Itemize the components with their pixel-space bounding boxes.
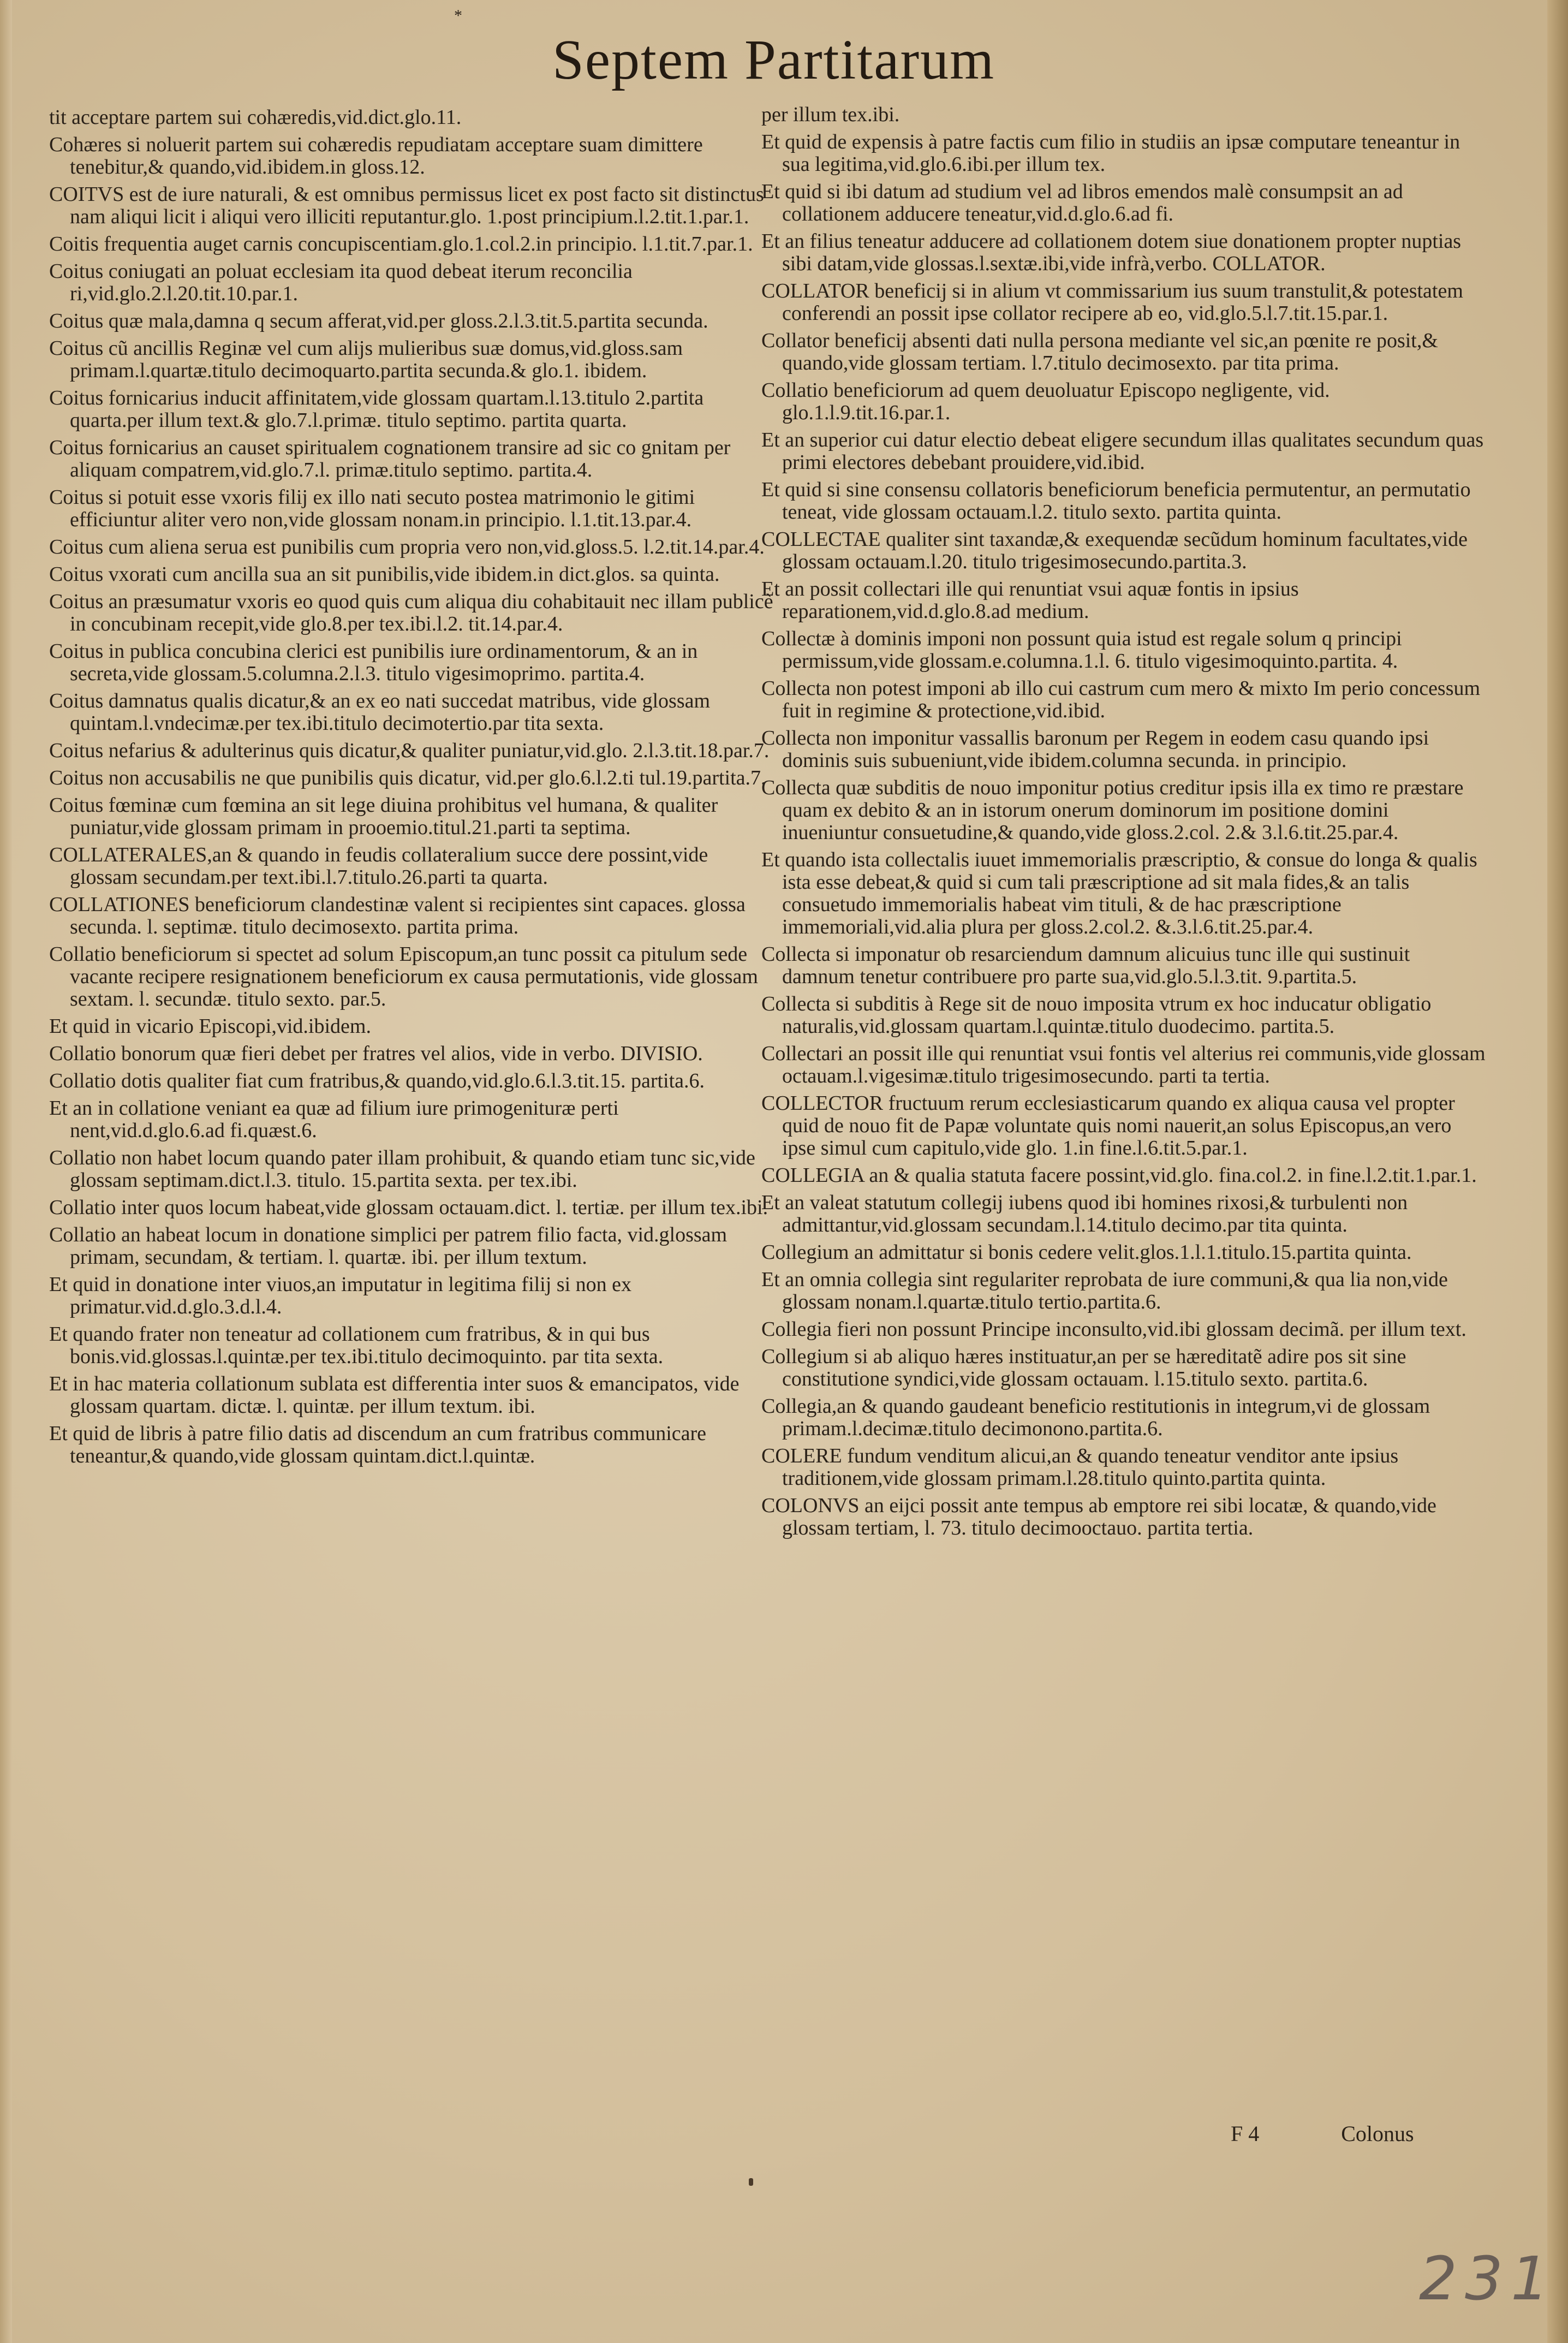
index-entry: Et an omnia collegia sint regulariter reprobata de iure communi,& qua lia non,vide glossam nonam.l.quartæ.titulo tertio.partita.6.: [761, 1268, 1448, 1313]
page-footer: [1231, 2121, 1414, 2146]
index-entry: Coitus coniugati an poluat ecclesiam ita quod debeat iterum reconcilia ri,vid.glo.2.l.20.tit.10.par.1.: [49, 260, 633, 305]
index-entry: Collatio beneficiorum ad quem deuoluatur Episcopo negligente, vid. glo.1.l.9.tit.16.par.1.: [761, 379, 1330, 424]
index-entry: Et in hac materia collationum sublata est differentia inter suos & emancipatos, vide glossam quartam. dictæ. l. quintæ. per illum textum. ibi.: [49, 1372, 740, 1418]
index-entry: Coitus nefarius & adulterinus quis dicatur,& qualiter puniatur,vid.glo. 2.l.3.tit.18.par.7.: [49, 739, 770, 762]
index-entry: Et quando ista collectalis iuuet immemorialis præscriptio, & consue do longa & qualis ista esse debeat,& quid si cum tali præscriptione ad sit mala fides,& an talis consuetudo immemorialis habeat vim tituli, & de hac præscriptione immemoriali,vid.alia plura per gloss.2.col.2. &.3.l.6.tit.25.par.4.: [761, 848, 1477, 938]
index-entry: COLLECTAE qualiter sint taxandæ,& exequendæ secũdum hominum facultates,vide glossam octauam.l.20. titulo trigesimosecundo.partita.3.: [761, 528, 1468, 573]
index-entry: Et an in collatione veniant ea quæ ad filium iure primogenituræ perti nent,vid.d.glo.6.ad fi.quæst.6.: [49, 1097, 619, 1142]
index-entry: COLLATIONES beneficiorum clandestinæ valent si recipientes sint capaces. glossa secunda. l. septimæ. titulo decimosexto. partita prima.: [49, 893, 746, 938]
index-entry: Collatio dotis qualiter fiat cum fratribus,& quando,vid.glo.6.l.3.tit.15. partita.6.: [49, 1069, 705, 1092]
page-edge-left: [0, 0, 12, 2343]
index-entry: Collecta non imponitur vassallis baronum per Regem in eodem casu quando ipsi dominis suis subueniunt,vide ibidem.columna secunda. in principio.: [761, 727, 1429, 772]
index-entry: Collegium si ab aliquo hæres instituatur,an per se hæreditatẽ adire pos sit sine constitutione syndici,vide glossam octauam. l.15.titulo sexto. partita.6.: [761, 1345, 1406, 1390]
left-column: [49, 106, 775, 1472]
index-entry: Collectæ à dominis imponi non possunt quia istud est regale solum q principi permissum,vide glossam.e.columna.1.l. 6. titulo vigesimoquinto.partita. 4.: [761, 627, 1402, 673]
index-entry: Collegium an admittatur si bonis cedere velit.glos.1.l.1.titulo.15.partita quinta.: [761, 1241, 1412, 1264]
index-entry: per illum tex.ibi.: [761, 103, 900, 126]
index-entry: COLLATERALES,an & quando in feudis collateralium succe dere possint,vide glossam secundam.per text.ibi.l.7.titulo.26.parti ta quarta.: [49, 843, 708, 889]
ink-dot: [749, 2178, 753, 2186]
catchword: Colonus: [1341, 2121, 1414, 2146]
index-entry: Collegia,an & quando gaudeant beneficio restitutionis in integrum,vi de glossam primam.l.decimæ.titulo decimonono.partita.6.: [761, 1395, 1430, 1440]
index-entry: Collatio inter quos locum habeat,vide glossam octauam.dict. l. tertiæ. per illum tex.ibi.: [49, 1196, 768, 1219]
index-entry: Collatio bonorum quæ fieri debet per fratres vel alios, vide in verbo. DIVISIO.: [49, 1042, 703, 1065]
index-entry: Et quid de expensis à patre factis cum filio in studiis an ipsæ computare teneantur in sua legitima,vid.glo.6.ibi.per illum tex.: [761, 130, 1460, 176]
index-entry: Coitis frequentia auget carnis concupiscentiam.glo.1.col.2.in principio. l.1.tit.7.par.1.: [49, 233, 753, 255]
index-entry: Coitus damnatus qualis dicatur,& an ex eo nati succedat matribus, vide glossam quintam.l.vndecimæ.per tex.ibi.titulo decimotertio.par tita sexta.: [49, 689, 711, 735]
index-entry: Et an valeat statutum collegij iubens quod ibi homines rixosi,& turbulenti non admittantur,vid.glossam secundam.l.14.titulo decimo.par tita quinta.: [761, 1191, 1408, 1236]
index-entry: Collator beneficij absenti dati nulla persona mediante vel sic,an pœnite re posit,& quando,vide glossam tertiam. l.7.titulo decimosexto. par tita prima.: [761, 329, 1438, 374]
index-entry: Et quid de libris à patre filio datis ad discendum an cum fratribus communicare teneantur,& quando,vide glossam quintam.dict.l.quintæ.: [49, 1422, 707, 1467]
index-entry: Collecta si subditis à Rege sit de nouo imposita vtrum ex hoc inducatur obligatio naturalis,vid.glossam quartam.l.quintæ.titulo duodecimo. partita.5.: [761, 992, 1432, 1038]
signature-mark: F 4: [1231, 2121, 1260, 2146]
index-entry: tit acceptare partem sui cohæredis,vid.dict.glo.11.: [49, 106, 462, 129]
index-entry: Collatio beneficiorum si spectet ad solum Episcopum,an tunc possit ca pitulum sede vacante recipere resignationem beneficiorum ex causa permutationis, vide glossam sextam. l. secundæ. titulo sexto. par.5.: [49, 943, 758, 1010]
index-entry: Coitus cũ ancillis Reginæ vel cum alijs mulieribus suæ domus,vid.gloss.sam primam.l.quartæ.titulo decimoquarto.partita secunda.& glo.1. ibidem.: [49, 337, 683, 382]
index-entry: Collegia fieri non possunt Principe inconsulto,vid.ibi glossam decimã. per illum text.: [761, 1318, 1466, 1341]
index-entry: Et an filius teneatur adducere ad collationem dotem siue donationem propter nuptias sibi datam,vide glossas.l.sextæ.ibi,vide infrà,verbo. COLLATOR.: [761, 230, 1462, 275]
index-entry: COLONVS an eijci possit ante tempus ab emptore rei sibi locatæ, & quando,vide glossam tertiam, l. 73. titulo decimooctauo. partita tertia.: [761, 1494, 1436, 1539]
index-entry: COLLEGIA an & qualia statuta facere possint,vid.glo. fina.col.2. in fine.l.2.tit.1.par.1.: [761, 1164, 1477, 1187]
index-entry: Collecta quæ subditis de nouo imponitur potius creditur ipsis illa ex timo re præstare quam ex debito & an in istorum onerum dominorum im positione domini inueniuntur consuetudine,& quando,vide gloss.2.col. 2.& 3.l.6.tit.25.par.4.: [761, 776, 1464, 844]
index-entry: Et quid in donatione inter viuos,an imputatur in legitima filij si non ex primatur.vid.d.glo.3.d.l.4.: [49, 1273, 632, 1318]
handwritten-page-number: 231: [1419, 2244, 1557, 2314]
index-entry: Coitus cum aliena serua est punibilis cum propria vero non,vid.gloss.5. l.2.tit.14.par.4.: [49, 536, 765, 558]
index-entry: Et quando frater non teneatur ad collationem cum fratribus, & in qui bus bonis.vid.glossas.l.quintæ.per tex.ibi.titulo decimoquinto. par tita sexta.: [49, 1323, 664, 1368]
right-column: [761, 104, 1487, 1544]
index-entry: Coitus vxorati cum ancilla sua an sit punibilis,vide ibidem.in dict.glos. sa quinta.: [49, 563, 720, 586]
index-entry: Coitus fornicarius inducit affinitatem,vide glossam quartam.l.13.titulo 2.partita quarta.per illum text.& glo.7.l.primæ. titulo septimo. partita quarta.: [49, 386, 704, 432]
index-entry: Et an superior cui datur electio debeat eligere secundum illas qualitates secundum quas primi electores debebant prouidere,vid.ibid.: [761, 429, 1484, 474]
index-entry: COLERE fundum venditum alicui,an & quando teneatur venditor ante ipsius traditionem,vide glossam primam.l.28.titulo quinto.partita quinta.: [761, 1444, 1399, 1490]
index-entry: Coitus non accusabilis ne que punibilis quis dicatur, vid.per glo.6.l.2.ti tul.19.partita.7.: [49, 766, 766, 789]
index-entry: Coitus in publica concubina clerici est punibilis iure ordinamentorum, & an in secreta,vide glossam.5.columna.2.l.3. titulo vigesimoprimo. partita.4.: [49, 640, 698, 685]
index-entry: Collectari an possit ille qui renuntiat vsui fontis vel alterius rei communis,vide glossam octauam.l.vigesimæ.titulo trigesimosecundo. parti ta tertia.: [761, 1042, 1486, 1087]
index-entry: Et quid in vicario Episcopi,vid.ibidem.: [49, 1015, 371, 1038]
index-entry: Collatio an habeat locum in donatione simplici per patrem filio facta, vid.glossam primam, secundam, & tertiam. l. quartæ. ibi. per illum textum.: [49, 1223, 728, 1269]
index-entry: Collatio non habet locum quando pater illam prohibuit, & quando etiam tunc sic,vide glossam septimam.dict.l.3. titulo. 15.partita sexta. per tex.ibi.: [49, 1146, 755, 1192]
index-entry: COLLECTOR fructuum rerum ecclesiasticarum quando ex aliqua causa vel propter quid de nouo fit de Papæ voluntate quis nomi nauerit,an solus Episcopus,an vero ipse simul cum capitulo,vide glo. 1.in fine.l.6.tit.5.par.1.: [761, 1092, 1455, 1159]
index-entry: Coitus an præsumatur vxoris eo quod quis cum aliqua diu cohabitauit nec illam publicè in concubinam recepit,vide glo.8.per tex.ibi.l.2. tit.14.par.4.: [49, 590, 773, 635]
index-entry: Coitus fornicarius an causet spiritualem cognationem transire ad sic co gnitam per aliquam compatrem,vid.glo.7.l. primæ.titulo septimo. partita.4.: [49, 436, 731, 481]
top-mark: *: [454, 7, 462, 25]
index-entry: Coitus quæ mala,damna q secum afferat,vid.per gloss.2.l.3.tit.5.partita secunda.: [49, 310, 708, 332]
index-entry: COLLATOR beneficij si in alium vt commissarium ius suum transtulit,& potestatem conferendi an possit ipse collator recipere ab eo, vid.glo.5.l.7.tit.15.par.1.: [761, 280, 1463, 325]
page-header: Septem Partitarum: [552, 28, 995, 91]
index-entry: Et an possit collectari ille qui renuntiat vsui aquæ fontis in ipsius reparationem,vid.d.glo.8.ad medium.: [761, 578, 1299, 623]
index-entry: Et quid si ibi datum ad studium vel ad libros emendos malè consumpsit an ad collationem adducere teneatur,vid.d.glo.6.ad fi.: [761, 180, 1403, 225]
index-entry: Et quid si sine consensu collatoris beneficiorum beneficia permutentur, an permutatio teneat, vide glossam octauam.l.2. titulo sexto. partita quinta.: [761, 478, 1471, 524]
page-edge-right: [1547, 0, 1568, 2343]
index-entry: Coitus fœminæ cum fœmina an sit lege diuina prohibitus vel humana, & qualiter puniatur,vide glossam primam in prooemio.titul.21.parti ta septima.: [49, 794, 718, 839]
index-entry: Cohæres si noluerit partem sui cohæredis repudiatam acceptare suam dimittere tenebitur,& quando,vid.ibidem.in gloss.12.: [49, 133, 703, 179]
index-entry: Collecta si imponatur ob resarciendum damnum alicuius tunc ille qui sustinuit damnum tenetur contribuere pro parte sua,vid.glo.5.l.3.tit. 9.partita.5.: [761, 943, 1410, 988]
index-entry: Coitus si potuit esse vxoris filij ex illo nati secuto postea matrimonio le gitimi efficiuntur aliter vero non,vide glossam nonam.in principio. l.1.tit.13.par.4.: [49, 486, 695, 531]
index-entry: COITVS est de iure naturali, & est omnibus permissus licet ex post facto sit distinctus nam aliqui licit i aliqui vero illiciti reputantur.glo. 1.post principium.l.2.tit.1.par.1.: [49, 183, 764, 228]
index-entry: Collecta non potest imponi ab illo cui castrum cum mero & mixto Im perio concessum fuit in regimine & protectione,vid.ibid.: [761, 677, 1481, 722]
